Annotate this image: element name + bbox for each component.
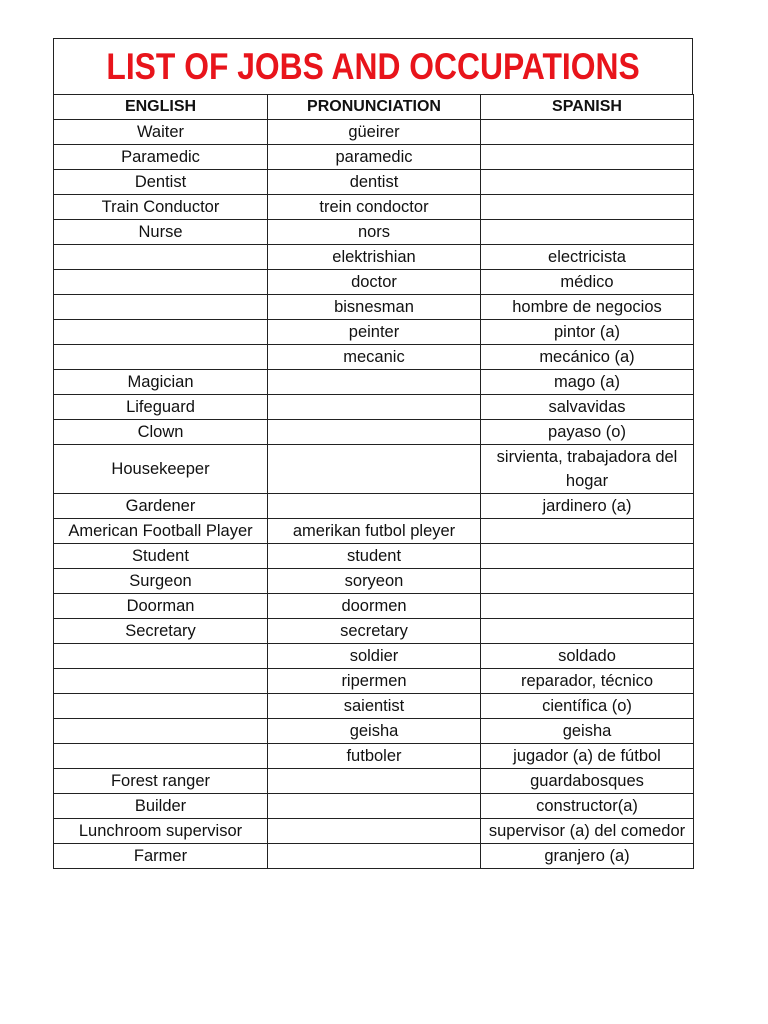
table-row	[54, 744, 694, 769]
table-header-row	[54, 95, 694, 120]
cell-pronunciation	[268, 494, 481, 519]
table-row	[54, 644, 694, 669]
cell-spanish	[481, 594, 694, 619]
table-row	[54, 719, 694, 744]
cell-spanish: payaso (o)	[481, 420, 694, 445]
table-row	[54, 370, 694, 395]
jobs-table	[53, 94, 694, 869]
cell-spanish: médico	[481, 270, 694, 295]
table-row	[54, 519, 694, 544]
cell-pronunciation	[268, 819, 481, 844]
cell-english: Train Conductor	[54, 195, 268, 220]
cell-pronunciation	[268, 420, 481, 445]
table-row	[54, 345, 694, 370]
table-row	[54, 819, 694, 844]
header-pronunciation: PRONUNCIATION	[268, 95, 481, 120]
cell-english: Paramedic	[54, 145, 268, 170]
cell-english	[54, 694, 268, 719]
cell-english	[54, 345, 268, 370]
cell-english: Dentist	[54, 170, 268, 195]
cell-spanish	[481, 220, 694, 245]
table-row	[54, 494, 694, 519]
cell-spanish: hombre de negocios	[481, 295, 694, 320]
cell-english: Nurse	[54, 220, 268, 245]
cell-pronunciation	[268, 794, 481, 819]
table-row	[54, 619, 694, 644]
cell-english: Magician	[54, 370, 268, 395]
table-row	[54, 245, 694, 270]
table-row	[54, 844, 694, 869]
cell-spanish: constructor(a)	[481, 794, 694, 819]
header-english: ENGLISH	[54, 95, 268, 120]
cell-english	[54, 270, 268, 295]
cell-english	[54, 719, 268, 744]
cell-pronunciation	[268, 370, 481, 395]
cell-pronunciation: geisha	[268, 719, 481, 744]
cell-spanish	[481, 519, 694, 544]
table-row	[54, 769, 694, 794]
cell-spanish	[481, 145, 694, 170]
table-row	[54, 270, 694, 295]
cell-english: Gardener	[54, 494, 268, 519]
cell-pronunciation: ripermen	[268, 669, 481, 694]
table-row	[54, 569, 694, 594]
cell-spanish: jugador (a) de fútbol	[481, 744, 694, 769]
cell-pronunciation: amerikan futbol pleyer	[268, 519, 481, 544]
cell-english: Secretary	[54, 619, 268, 644]
table-body	[54, 120, 694, 869]
jobs-worksheet	[53, 38, 693, 869]
cell-english	[54, 320, 268, 345]
cell-pronunciation: soryeon	[268, 569, 481, 594]
cell-english	[54, 644, 268, 669]
table-row	[54, 694, 694, 719]
cell-pronunciation: soldier	[268, 644, 481, 669]
cell-spanish: reparador, técnico	[481, 669, 694, 694]
cell-english	[54, 744, 268, 769]
cell-pronunciation: paramedic	[268, 145, 481, 170]
table-row	[54, 794, 694, 819]
cell-english: Farmer	[54, 844, 268, 869]
cell-spanish	[481, 569, 694, 594]
cell-spanish	[481, 195, 694, 220]
cell-spanish: granjero (a)	[481, 844, 694, 869]
table-row	[54, 120, 694, 145]
table-row	[54, 395, 694, 420]
cell-spanish: mago (a)	[481, 370, 694, 395]
cell-pronunciation: saientist	[268, 694, 481, 719]
cell-spanish: soldado	[481, 644, 694, 669]
cell-spanish	[481, 120, 694, 145]
cell-pronunciation: peinter	[268, 320, 481, 345]
cell-pronunciation: doctor	[268, 270, 481, 295]
table-row	[54, 145, 694, 170]
cell-english	[54, 295, 268, 320]
cell-pronunciation: student	[268, 544, 481, 569]
cell-pronunciation: doormen	[268, 594, 481, 619]
cell-spanish: geisha	[481, 719, 694, 744]
cell-english: Surgeon	[54, 569, 268, 594]
cell-pronunciation: bisnesman	[268, 295, 481, 320]
title-box	[53, 38, 693, 94]
cell-spanish: supervisor (a) del comedor	[481, 819, 694, 844]
cell-pronunciation	[268, 395, 481, 420]
cell-pronunciation	[268, 769, 481, 794]
cell-english: Housekeeper	[54, 445, 268, 494]
cell-pronunciation: trein condoctor	[268, 195, 481, 220]
table-row	[54, 420, 694, 445]
cell-pronunciation: güeirer	[268, 120, 481, 145]
cell-spanish: científica (o)	[481, 694, 694, 719]
table-row	[54, 170, 694, 195]
cell-pronunciation: nors	[268, 220, 481, 245]
table-row	[54, 544, 694, 569]
cell-spanish: sirvienta, trabajadora del hogar	[481, 445, 694, 494]
cell-pronunciation: elektrishian	[268, 245, 481, 270]
cell-english: Lifeguard	[54, 395, 268, 420]
cell-spanish: electricista	[481, 245, 694, 270]
cell-pronunciation: mecanic	[268, 345, 481, 370]
cell-spanish: guardabosques	[481, 769, 694, 794]
cell-english: Waiter	[54, 120, 268, 145]
cell-english: Clown	[54, 420, 268, 445]
cell-english: Forest ranger	[54, 769, 268, 794]
cell-spanish: salvavidas	[481, 395, 694, 420]
cell-english: Doorman	[54, 594, 268, 619]
cell-english: Student	[54, 544, 268, 569]
cell-pronunciation	[268, 844, 481, 869]
cell-spanish: mecánico (a)	[481, 345, 694, 370]
cell-pronunciation: futboler	[268, 744, 481, 769]
header-spanish: SPANISH	[481, 95, 694, 120]
cell-pronunciation	[268, 445, 481, 494]
table-row	[54, 295, 694, 320]
cell-english: Lunchroom supervisor	[54, 819, 268, 844]
cell-english: American Football Player	[54, 519, 268, 544]
cell-spanish: pintor (a)	[481, 320, 694, 345]
table-row	[54, 220, 694, 245]
table-row	[54, 195, 694, 220]
cell-pronunciation: secretary	[268, 619, 481, 644]
page-title: LIST OF JOBS AND OCCUPATIONS	[106, 45, 640, 87]
table-row	[54, 445, 694, 494]
table-row	[54, 669, 694, 694]
cell-spanish	[481, 170, 694, 195]
table-row	[54, 594, 694, 619]
cell-spanish	[481, 544, 694, 569]
cell-english	[54, 669, 268, 694]
cell-english	[54, 245, 268, 270]
cell-spanish: jardinero (a)	[481, 494, 694, 519]
cell-pronunciation: dentist	[268, 170, 481, 195]
table-row	[54, 320, 694, 345]
cell-spanish	[481, 619, 694, 644]
cell-english: Builder	[54, 794, 268, 819]
